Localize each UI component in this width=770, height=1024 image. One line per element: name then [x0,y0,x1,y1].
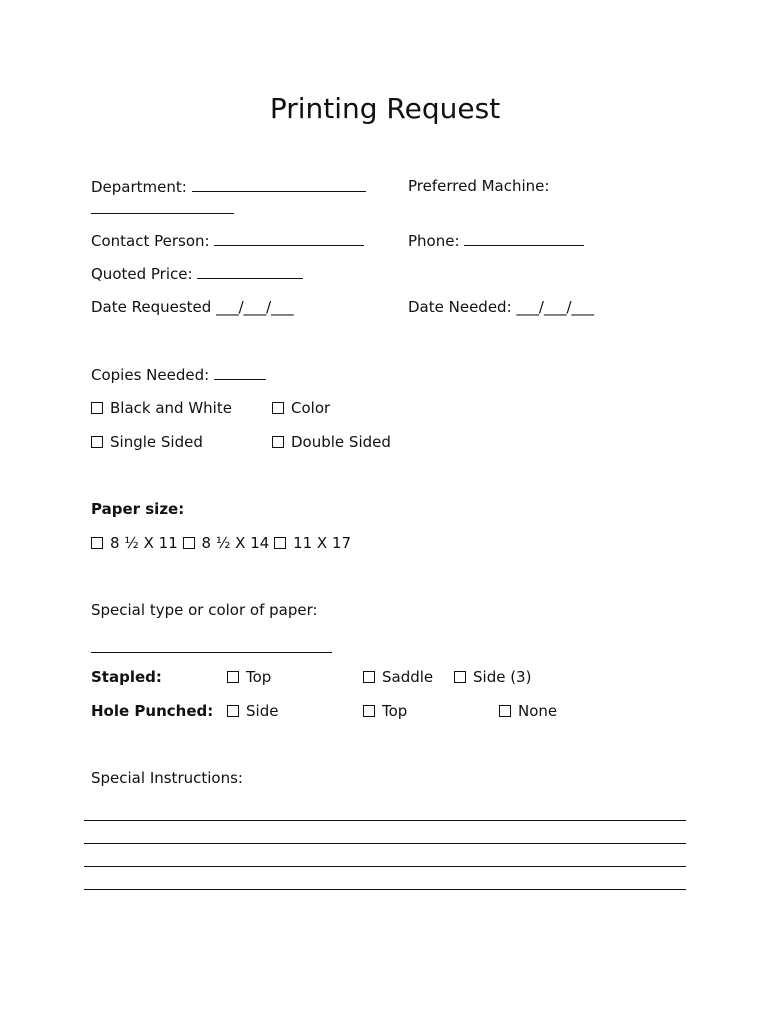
phone-label: Phone: [408,232,460,250]
checkbox-icon[interactable] [91,402,103,414]
paper-size-option[interactable] [274,534,351,552]
page-title: Printing Request [269,92,501,125]
special-paper-label: Special type or color of paper: [91,601,318,619]
preferred-machine-field[interactable] [91,213,234,214]
paper-size-option[interactable] [91,534,178,552]
option-label: 11 X 17 [293,534,352,552]
option-label: None [518,702,558,720]
option-label: Top [382,702,408,720]
paper-size-heading: Paper size: [91,500,185,518]
instructions-line[interactable] [84,820,686,821]
department-field[interactable] [192,177,366,192]
checkbox-icon[interactable] [227,705,239,717]
checkbox-icon[interactable] [363,671,375,683]
stapled-option-top[interactable] [227,668,271,686]
hole-punched-option-top[interactable] [363,702,407,720]
checkbox-icon[interactable] [454,671,466,683]
option-label: 8 ½ X 14 [201,534,270,552]
checkbox-icon[interactable] [363,705,375,717]
option-label: Side (3) [473,668,532,686]
stapled-option-saddle[interactable] [363,668,433,686]
checkbox-icon[interactable] [183,537,195,549]
preferred-machine-label: Preferred Machine: [408,177,550,195]
quoted-price-row [91,264,303,283]
phone-row [408,231,584,250]
copies-needed-field[interactable] [214,365,266,380]
option-single-sided[interactable] [91,433,203,451]
hole-punched-option-none[interactable] [499,702,557,720]
checkbox-icon[interactable] [272,436,284,448]
copies-needed-row [91,365,266,384]
instructions-line[interactable] [84,843,686,844]
checkbox-icon[interactable] [91,537,103,549]
quoted-price-label: Quoted Price: [91,265,193,283]
contact-person-label: Contact Person: [91,232,210,250]
option-label: Saddle [382,668,434,686]
checkbox-icon[interactable] [499,705,511,717]
checkbox-icon[interactable] [272,402,284,414]
option-label: Top [246,668,272,686]
option-double-sided[interactable] [272,433,391,451]
stapled-option-side[interactable] [454,668,531,686]
special-instructions-label: Special Instructions: [91,769,243,787]
stapled-label: Stapled: [91,668,162,686]
instructions-line[interactable] [84,866,686,867]
option-label: Side [246,702,279,720]
date-requested-field[interactable]: Date Requested ___/___/___ [91,298,294,316]
quoted-price-field[interactable] [197,264,303,279]
checkbox-icon[interactable] [274,537,286,549]
hole-punched-label: Hole Punched: [91,702,214,720]
checkbox-icon[interactable] [91,436,103,448]
paper-size-option[interactable] [183,534,270,552]
option-label: Color [291,399,331,417]
contact-person-field[interactable] [214,231,364,246]
hole-punched-option-side[interactable] [227,702,278,720]
department-row [91,177,366,196]
option-label: Single Sided [110,433,203,451]
paper-size-options [91,534,351,552]
copies-needed-label: Copies Needed: [91,366,210,384]
department-label: Department: [91,178,187,196]
checkbox-icon[interactable] [227,671,239,683]
option-label: Black and White [110,399,232,417]
option-label: Double Sided [291,433,391,451]
contact-person-row [91,231,364,250]
date-needed-field[interactable]: Date Needed: ___/___/___ [408,298,594,316]
option-color[interactable] [272,399,330,417]
special-paper-field[interactable] [91,652,332,653]
instructions-line[interactable] [84,889,686,890]
option-label: 8 ½ X 11 [110,534,178,552]
option-black-white[interactable] [91,399,232,417]
phone-field[interactable] [464,231,584,246]
